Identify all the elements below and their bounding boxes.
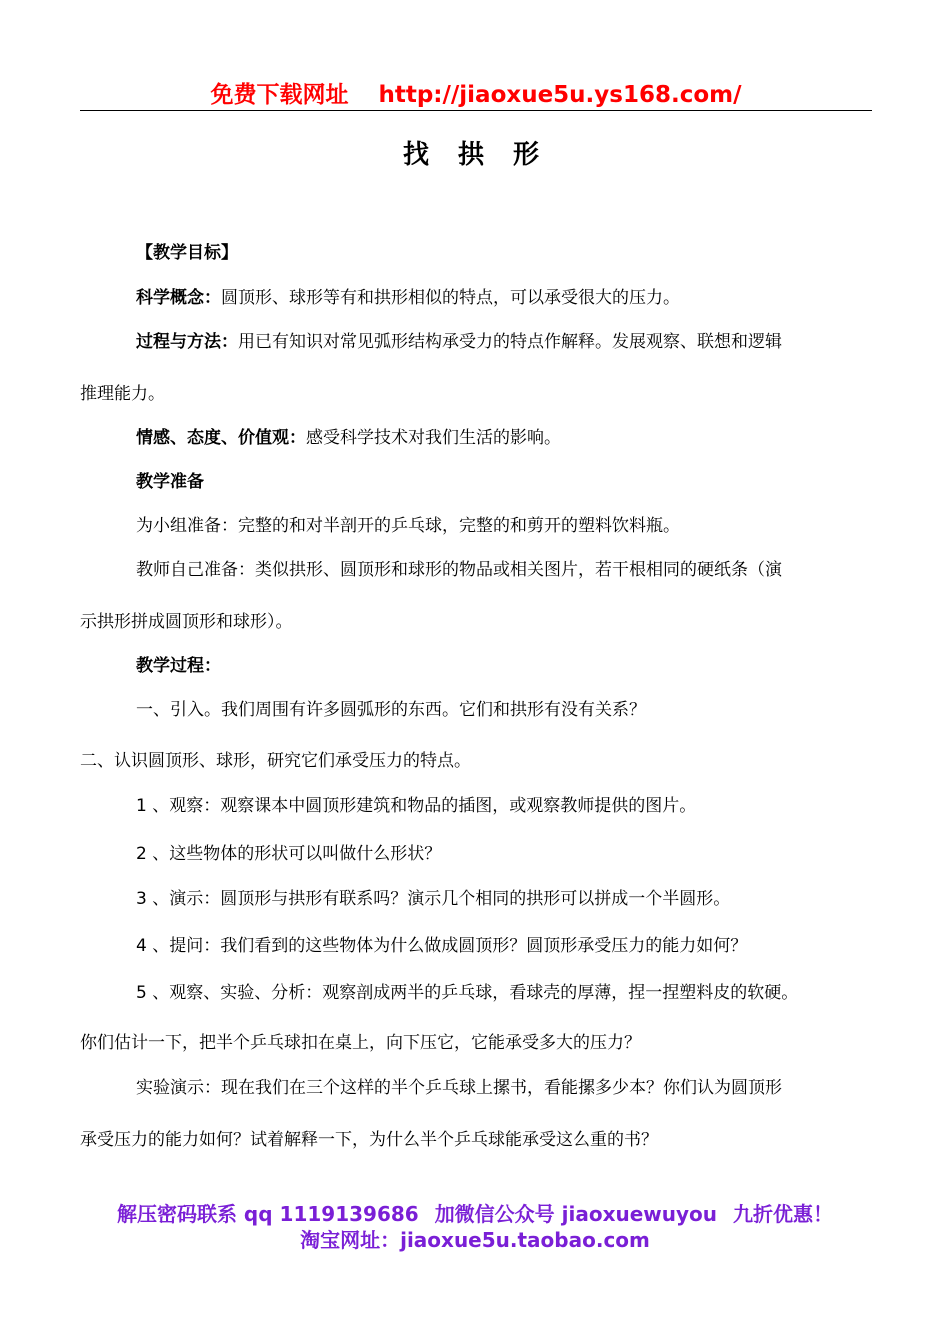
process-step-5: 5 、观察、实验、分析：观察剖成两半的乒乓球，看球壳的厚薄，捏一捏塑料皮的软硬。 bbox=[136, 983, 799, 1003]
process-method-paragraph bbox=[136, 330, 782, 354]
concept-label: 科学概念： bbox=[136, 288, 221, 308]
footer-discount: 九折优惠！ bbox=[733, 1202, 834, 1226]
objectives-heading: 【教学目标】 bbox=[136, 243, 238, 263]
concept-paragraph bbox=[136, 286, 680, 310]
process-step-1: 1 、观察：观察课本中圆顶形建筑和物品的插图，或观察教师提供的图片。 bbox=[136, 796, 697, 816]
process-step-3: 3 、演示：圆顶形与拱形有联系吗？演示几个相同的拱形可以拼成一个半圆形。 bbox=[136, 889, 731, 909]
attitude-paragraph bbox=[136, 426, 561, 450]
process-demo-continued: 承受压力的能力如何？试着解释一下，为什么半个乒乓球能承受这么重的书？ bbox=[80, 1130, 658, 1150]
process-section-two: 二、认识圆顶形、球形，研究它们承受压力的特点。 bbox=[80, 751, 471, 771]
process-intro: 一、引入。我们周围有许多圆弧形的东西。它们和拱形有没有关系？ bbox=[136, 700, 646, 720]
footer-qq: 解压密码联系 qq 1119139686 bbox=[116, 1202, 419, 1226]
header-url-link[interactable]: http://jiaoxue5u.ys168.com/ bbox=[378, 82, 742, 108]
process-method-text: 用已有知识对常见弧形结构承受力的特点作解释。发展观察、联想和逻辑 bbox=[238, 332, 782, 352]
preparation-heading: 教学准备 bbox=[136, 472, 204, 492]
header-label: 免费下载网址 bbox=[210, 82, 349, 108]
process-step-2: 2 、这些物体的形状可以叫做什么形状？ bbox=[136, 844, 442, 864]
preparation-teacher-continued: 示拱形拼成圆顶形和球形）。 bbox=[80, 612, 293, 632]
page-title: 找 拱 形 bbox=[402, 140, 550, 170]
header-divider bbox=[80, 110, 872, 111]
process-demo: 实验演示：现在我们在三个这样的半个乒乓球上摞书，看能摞多少本？你们认为圆顶形 bbox=[136, 1078, 782, 1098]
preparation-group: 为小组准备：完整的和对半剖开的乒乓球，完整的和剪开的塑料饮料瓶。 bbox=[136, 516, 680, 536]
attitude-label: 情感、态度、价值观： bbox=[136, 428, 306, 448]
preparation-teacher: 教师自己准备：类似拱形、圆顶形和球形的物品或相关图片，若干根相同的硬纸条（演 bbox=[136, 560, 782, 580]
process-step-4: 4 、提问：我们看到的这些物体为什么做成圆顶形？圆顶形承受压力的能力如何？ bbox=[136, 936, 748, 956]
footer-wechat: 加微信公众号 jiaoxuewuyou bbox=[434, 1202, 718, 1226]
footer-taobao-link[interactable]: 淘宝网址：jiaoxue5u.taobao.com bbox=[300, 1228, 650, 1252]
process-heading: 教学过程： bbox=[136, 656, 221, 676]
attitude-text: 感受科学技术对我们生活的影响。 bbox=[306, 428, 561, 448]
process-method-label: 过程与方法： bbox=[136, 332, 238, 352]
concept-text: 圆顶形、球形等有和拱形相似的特点，可以承受很大的压力。 bbox=[221, 288, 680, 308]
footer-contact-line bbox=[0, 1198, 950, 1227]
process-step-5-continued: 你们估计一下，把半个乒乓球扣在桌上，向下压它，它能承受多大的压力？ bbox=[80, 1033, 641, 1053]
header-banner bbox=[80, 76, 872, 108]
process-method-continued: 推理能力。 bbox=[80, 384, 165, 404]
